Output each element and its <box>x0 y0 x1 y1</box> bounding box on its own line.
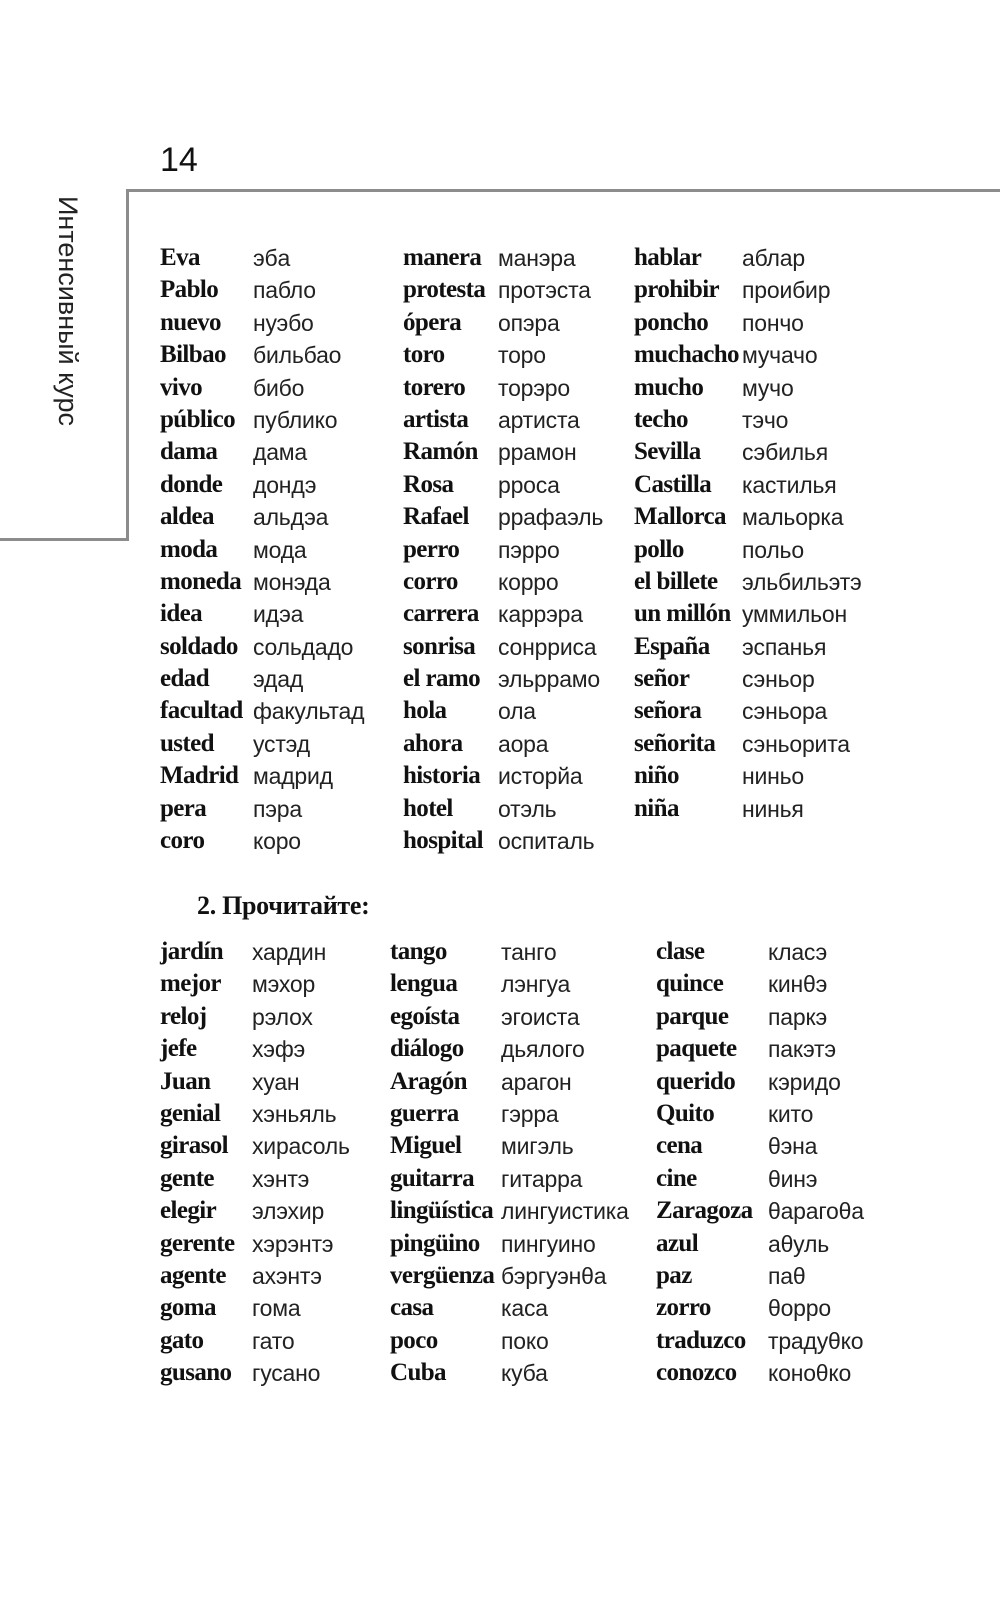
spanish-word: Pablo <box>160 276 219 304</box>
spanish-word: casa <box>390 1294 434 1322</box>
russian-transcription: рэлох <box>252 1003 313 1030</box>
russian-transcription: дама <box>253 439 308 466</box>
russian-transcription: кинθэ <box>768 971 828 998</box>
spanish-word: señorita <box>634 729 716 757</box>
spanish-word: torero <box>403 373 466 401</box>
spanish-word: reloj <box>160 1002 207 1030</box>
russian-transcription: θарагоθа <box>768 1198 864 1225</box>
spanish-word: prohibir <box>634 276 720 304</box>
spanish-word: Juan <box>160 1067 211 1095</box>
russian-transcription: пабло <box>253 277 316 304</box>
russian-transcription: аора <box>498 730 549 757</box>
russian-transcription: бильбао <box>253 342 342 369</box>
russian-transcription: коро <box>253 828 301 855</box>
spanish-word: perro <box>403 535 460 563</box>
spanish-word: donde <box>160 470 223 498</box>
spanish-word: Bilbao <box>160 341 226 369</box>
russian-transcription: эльбильэтэ <box>742 568 862 595</box>
spanish-word: corro <box>403 567 458 595</box>
russian-transcription: каррэра <box>498 601 583 628</box>
russian-transcription: ррафаэль <box>498 504 604 531</box>
russian-transcription: паθ <box>768 1262 806 1289</box>
spanish-word: Sevilla <box>634 438 701 466</box>
russian-transcription: бэргуэнθа <box>501 1262 607 1289</box>
russian-transcription: каса <box>501 1295 548 1322</box>
spanish-word: pera <box>160 794 207 822</box>
russian-transcription: пэра <box>253 795 302 822</box>
spanish-word: Rafael <box>403 503 469 531</box>
spanish-word: Zaragoza <box>656 1197 753 1225</box>
page-number: 14 <box>160 141 198 179</box>
spanish-word: gente <box>160 1164 214 1192</box>
russian-transcription: сэньора <box>742 698 828 725</box>
spanish-word: señor <box>634 665 690 693</box>
spanish-word: protesta <box>403 276 486 304</box>
spanish-word: girasol <box>160 1132 229 1160</box>
spanish-word: parque <box>656 1002 729 1030</box>
spanish-word: zorro <box>656 1294 711 1322</box>
russian-transcription: традуθко <box>768 1327 864 1354</box>
spanish-word: hospital <box>403 827 483 855</box>
russian-transcription: хирасоль <box>252 1133 350 1160</box>
russian-transcription: сонрриса <box>498 633 597 660</box>
spanish-word: moneda <box>160 567 242 595</box>
russian-transcription: бибо <box>253 374 305 401</box>
russian-transcription: класэ <box>768 939 828 965</box>
spanish-word: Ramón <box>403 438 478 466</box>
spanish-word: cine <box>656 1164 697 1192</box>
russian-transcription: манэра <box>498 245 576 271</box>
spanish-word: Rosa <box>403 470 454 498</box>
spanish-word: quince <box>656 970 724 998</box>
russian-transcription: эбa <box>253 245 291 271</box>
russian-transcription: эспанья <box>742 633 827 660</box>
spanish-word: toro <box>403 341 445 369</box>
spanish-word: muchacho <box>634 341 739 369</box>
spanish-word: querido <box>656 1067 736 1095</box>
russian-transcription: ниньо <box>742 763 805 790</box>
spanish-word: ahora <box>403 729 463 757</box>
spanish-word: paz <box>656 1261 692 1289</box>
russian-transcription: хэрэнтэ <box>252 1230 334 1257</box>
spanish-word: manera <box>403 244 482 271</box>
russian-transcription: пончо <box>742 309 804 336</box>
spanish-word: España <box>634 632 710 660</box>
russian-transcription: пакэтэ <box>768 1036 836 1063</box>
russian-transcription: хэнтэ <box>252 1165 310 1192</box>
spanish-word: mejor <box>160 970 221 998</box>
spanish-word: gerente <box>160 1229 235 1257</box>
spanish-word: el billete <box>634 567 718 595</box>
spanish-word: un millón <box>634 600 731 628</box>
russian-transcription: нинья <box>742 795 804 822</box>
side-running-title: Интенсивный курс <box>53 196 83 426</box>
spanish-word: jardín <box>160 938 224 965</box>
russian-transcription: публико <box>253 406 338 433</box>
russian-transcription: арагон <box>501 1068 572 1095</box>
spanish-word: tango <box>390 938 447 965</box>
spanish-word: cena <box>656 1132 703 1160</box>
spanish-word: niña <box>634 794 679 822</box>
russian-transcription: гома <box>252 1295 301 1322</box>
spanish-word: Mallorca <box>634 503 726 531</box>
russian-transcription: элэхир <box>252 1198 325 1225</box>
russian-transcription: паркэ <box>768 1003 828 1030</box>
frame-left-rule <box>126 189 129 541</box>
russian-transcription: θорро <box>768 1295 831 1322</box>
russian-transcription: торэро <box>498 374 570 401</box>
russian-transcription: мальорка <box>742 504 844 531</box>
spanish-word: historia <box>403 762 481 790</box>
russian-transcription: польо <box>742 536 804 563</box>
russian-transcription: сэньор <box>742 666 815 693</box>
spanish-word: guerra <box>390 1099 459 1127</box>
russian-transcription: эдад <box>253 666 304 693</box>
russian-transcription: коноθко <box>768 1360 852 1387</box>
russian-transcription: гусано <box>252 1360 321 1387</box>
russian-transcription: нуэбо <box>253 309 314 336</box>
spanish-word: coro <box>160 827 205 855</box>
russian-transcription: опэра <box>498 309 560 336</box>
russian-transcription: мучо <box>742 374 794 401</box>
russian-transcription: протэста <box>498 277 591 304</box>
russian-transcription: кэридо <box>768 1068 841 1095</box>
russian-transcription: хардин <box>252 939 327 965</box>
spanish-word: clase <box>656 938 705 965</box>
spanish-word: diálogo <box>390 1035 464 1063</box>
russian-transcription: хуан <box>252 1068 300 1095</box>
russian-transcription: мигэль <box>501 1133 574 1160</box>
russian-transcription: уммильон <box>742 601 848 628</box>
russian-transcription: мучачо <box>742 342 818 369</box>
russian-transcription: поко <box>501 1327 549 1354</box>
russian-transcription: лингуистика <box>501 1198 629 1225</box>
russian-transcription: идэа <box>253 601 304 628</box>
spanish-word: poco <box>390 1326 438 1354</box>
russian-transcription: эгоиста <box>501 1003 580 1030</box>
russian-transcription: торо <box>498 342 546 369</box>
spanish-word: vivo <box>160 373 203 401</box>
spanish-word: jefe <box>160 1035 197 1063</box>
spanish-word: poncho <box>634 308 709 336</box>
spanish-word: ópera <box>403 308 462 336</box>
russian-transcription: корро <box>498 568 559 595</box>
russian-transcription: эльррамо <box>498 666 601 693</box>
russian-transcription: тэчо <box>742 406 789 433</box>
russian-transcription: мэхор <box>252 971 316 998</box>
frame-bottom-rule <box>0 538 129 541</box>
spanish-word: idea <box>160 600 203 628</box>
russian-transcription: хэньяль <box>252 1100 337 1127</box>
spanish-word: pollo <box>634 535 684 563</box>
spanish-word: Eva <box>160 244 200 271</box>
russian-transcription: куба <box>501 1360 548 1387</box>
spanish-word: lingüística <box>390 1197 494 1225</box>
russian-transcription: ахэнтэ <box>252 1262 322 1289</box>
spanish-word: genial <box>160 1099 221 1127</box>
spanish-word: Castilla <box>634 470 712 498</box>
russian-transcription: ррамон <box>498 439 577 466</box>
russian-transcription: дондэ <box>253 471 317 498</box>
russian-transcription: факультад <box>253 698 365 725</box>
russian-transcription: сольдадо <box>253 633 354 660</box>
russian-transcription: пингуино <box>501 1230 596 1257</box>
spanish-word: el ramo <box>403 665 481 693</box>
spanish-word: vergüenza <box>390 1261 495 1289</box>
spanish-word: elegir <box>160 1197 217 1225</box>
spanish-word: sonrisa <box>403 632 476 660</box>
spanish-word: público <box>160 405 235 433</box>
russian-transcription: отэль <box>498 795 557 822</box>
spanish-word: egoísta <box>390 1002 460 1030</box>
russian-transcription: аблар <box>742 245 805 271</box>
spanish-word: nuevo <box>160 308 221 336</box>
russian-transcription: аθуль <box>768 1230 829 1257</box>
russian-transcription: мода <box>253 536 307 563</box>
russian-transcription: проибир <box>742 277 831 304</box>
spanish-word: agente <box>160 1261 226 1289</box>
russian-transcription: мадрид <box>253 763 333 790</box>
spanish-word: hola <box>403 697 447 725</box>
spanish-word: mucho <box>634 373 704 401</box>
russian-transcription: оспиталь <box>498 828 595 855</box>
spanish-word: guitarra <box>390 1164 475 1192</box>
spanish-word: azul <box>656 1229 699 1257</box>
russian-transcription: ола <box>498 698 536 725</box>
spanish-word: usted <box>160 729 214 757</box>
spanish-word: dama <box>160 438 218 466</box>
spanish-word: Quito <box>656 1099 715 1127</box>
spanish-word: moda <box>160 535 218 563</box>
russian-transcription: ррoса <box>498 471 560 498</box>
spanish-word: señora <box>634 697 702 725</box>
russian-transcription: дьялого <box>501 1036 585 1063</box>
spanish-word: Madrid <box>160 762 239 790</box>
russian-transcription: лэнгуа <box>501 971 571 998</box>
spanish-word: gato <box>160 1326 204 1354</box>
russian-transcription: хэфэ <box>252 1036 306 1063</box>
spanish-word: Aragón <box>390 1067 467 1095</box>
spanish-word: lengua <box>390 970 458 998</box>
frame-top-rule <box>128 189 1000 192</box>
russian-transcription: устэд <box>253 730 310 757</box>
russian-transcription: θэна <box>768 1133 818 1160</box>
russian-transcription: гэрра <box>501 1100 559 1127</box>
spanish-word: soldado <box>160 632 238 660</box>
section-2-title: 2. Прочитайте: <box>197 891 370 920</box>
russian-transcription: гато <box>252 1327 295 1354</box>
russian-transcription: сэбилья <box>742 439 828 466</box>
spanish-word: hablar <box>634 244 702 271</box>
russian-transcription: кито <box>768 1100 814 1127</box>
spanish-word: paquete <box>656 1035 737 1063</box>
spanish-word: gusano <box>160 1359 232 1387</box>
russian-transcription: исторйа <box>498 763 583 790</box>
spanish-word: conozco <box>656 1359 737 1387</box>
spanish-word: techo <box>634 405 688 433</box>
spanish-word: artista <box>403 405 469 433</box>
russian-transcription: кастилья <box>742 471 837 498</box>
russian-transcription: артиста <box>498 406 580 433</box>
russian-transcription: пэрро <box>498 536 560 563</box>
spanish-word: edad <box>160 665 210 693</box>
russian-transcription: танго <box>501 939 557 965</box>
spanish-word: Cuba <box>390 1359 446 1387</box>
spanish-word: facultad <box>160 697 243 725</box>
spanish-word: pingüino <box>390 1229 480 1257</box>
russian-transcription: альдэа <box>253 504 329 531</box>
russian-transcription: гитарра <box>501 1165 583 1192</box>
spanish-word: niño <box>634 762 679 790</box>
russian-transcription: θинэ <box>768 1165 818 1192</box>
spanish-word: carrera <box>403 600 479 628</box>
spanish-word: aldea <box>160 503 214 531</box>
russian-transcription: монэда <box>253 568 331 595</box>
spanish-word: hotel <box>403 794 453 822</box>
spanish-word: Miguel <box>390 1132 462 1160</box>
russian-transcription: сэньорита <box>742 730 850 757</box>
spanish-word: goma <box>160 1294 216 1322</box>
spanish-word: traduzco <box>656 1326 746 1354</box>
